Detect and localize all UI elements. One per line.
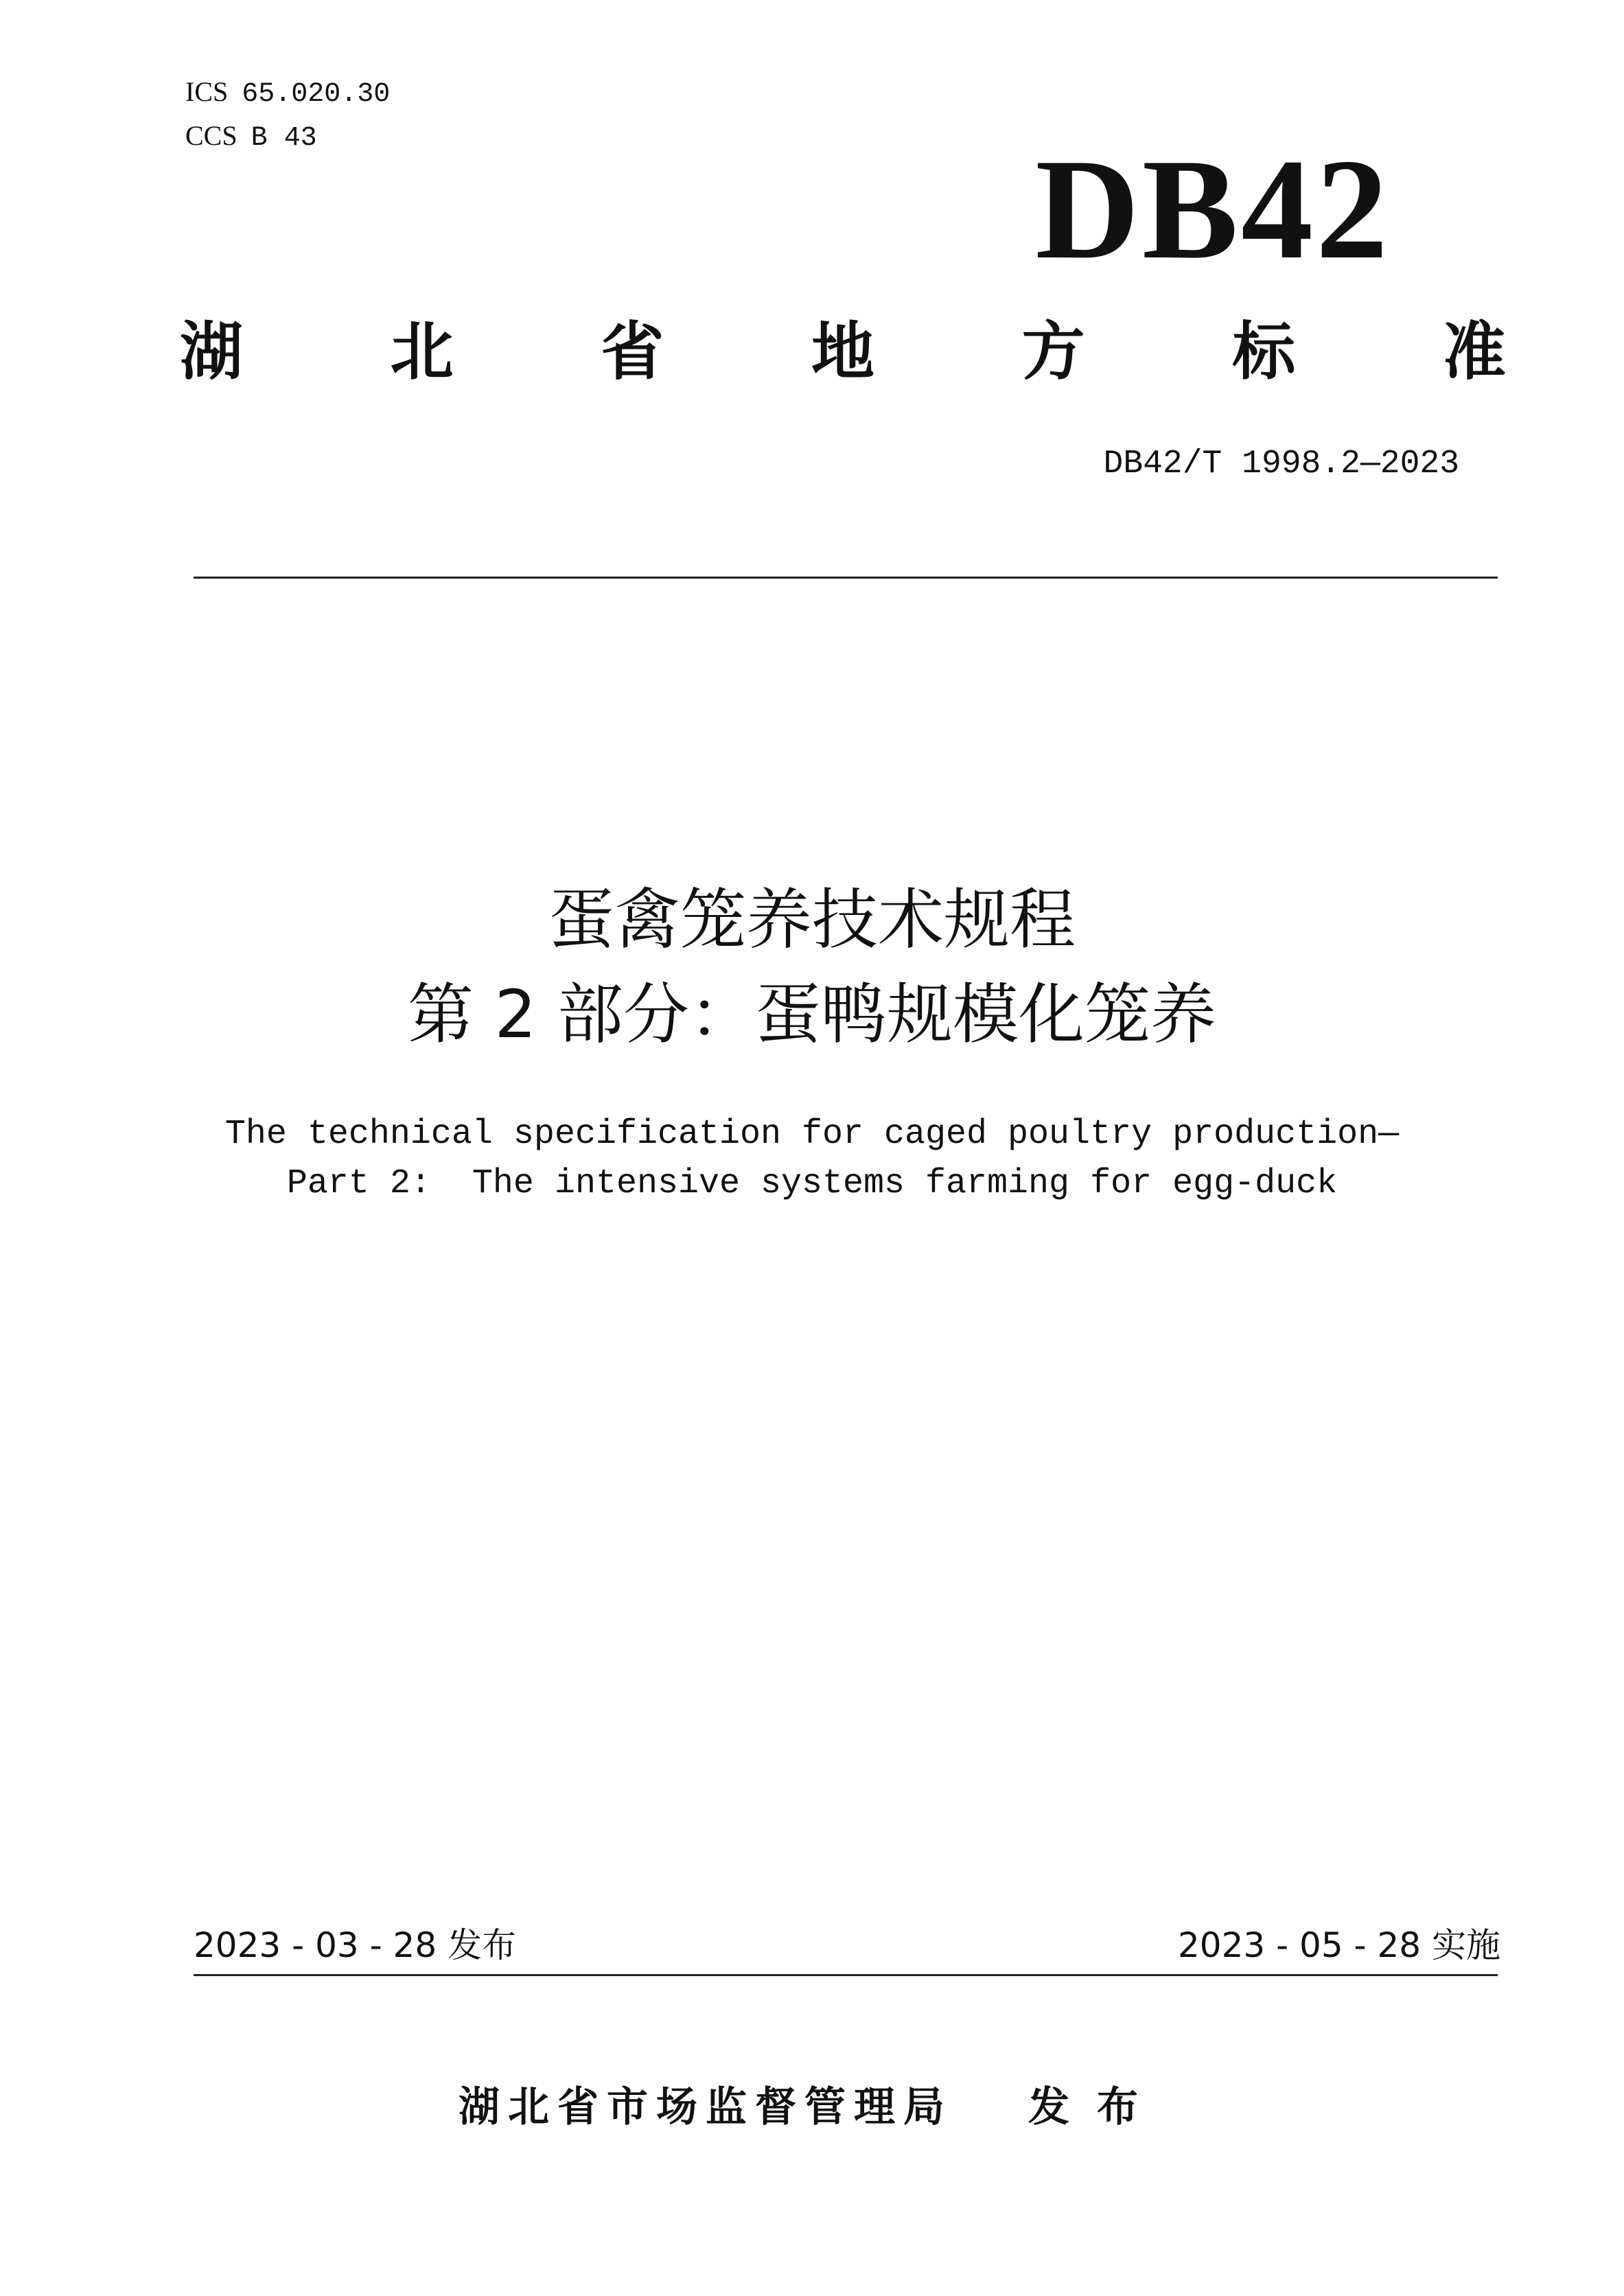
- standard-type-char: 方: [1021, 315, 1085, 389]
- ics-classification: [185, 77, 390, 110]
- standard-type-char: 地: [811, 315, 874, 389]
- ccs-label: CCS: [185, 120, 237, 151]
- ccs-code: B 43: [251, 123, 317, 154]
- standard-type-char: 省: [601, 315, 664, 389]
- standard-number: DB42/T 1998.2—2023: [1103, 445, 1459, 483]
- issuer-action: 发布: [1028, 2083, 1165, 2131]
- title-cn-part: 第 2 部分：蛋鸭规模化笼养: [407, 976, 1217, 1053]
- ccs-classification: [185, 121, 317, 154]
- ics-code: 65.020.30: [242, 79, 391, 110]
- standard-type-char: 北: [390, 315, 454, 389]
- footer-divider: [194, 1974, 1498, 1976]
- title-en-main: The technical specification for caged poultry production—: [224, 1115, 1400, 1154]
- issuer-block: [0, 2080, 1624, 2135]
- header-divider: [194, 577, 1498, 579]
- effective-date: 2023 - 05 - 28 实施: [1177, 1925, 1500, 1965]
- title-en-part: Part 2: The intensive systems farming for egg-duck: [286, 1164, 1338, 1203]
- standard-mark-logo: DB42: [1035, 130, 1391, 289]
- standard-type-char: 湖: [180, 315, 244, 389]
- issue-date: 2023 - 03 - 28 发布: [194, 1925, 517, 1965]
- ics-label: ICS: [185, 76, 229, 107]
- standard-type-heading: [180, 314, 1506, 390]
- standard-type-char: 标: [1232, 315, 1296, 389]
- title-cn-main: 蛋禽笼养技术规程: [548, 881, 1076, 958]
- standard-type-char: 准: [1442, 315, 1506, 389]
- issuer-name: 湖北省市场监督管理局: [459, 2083, 953, 2131]
